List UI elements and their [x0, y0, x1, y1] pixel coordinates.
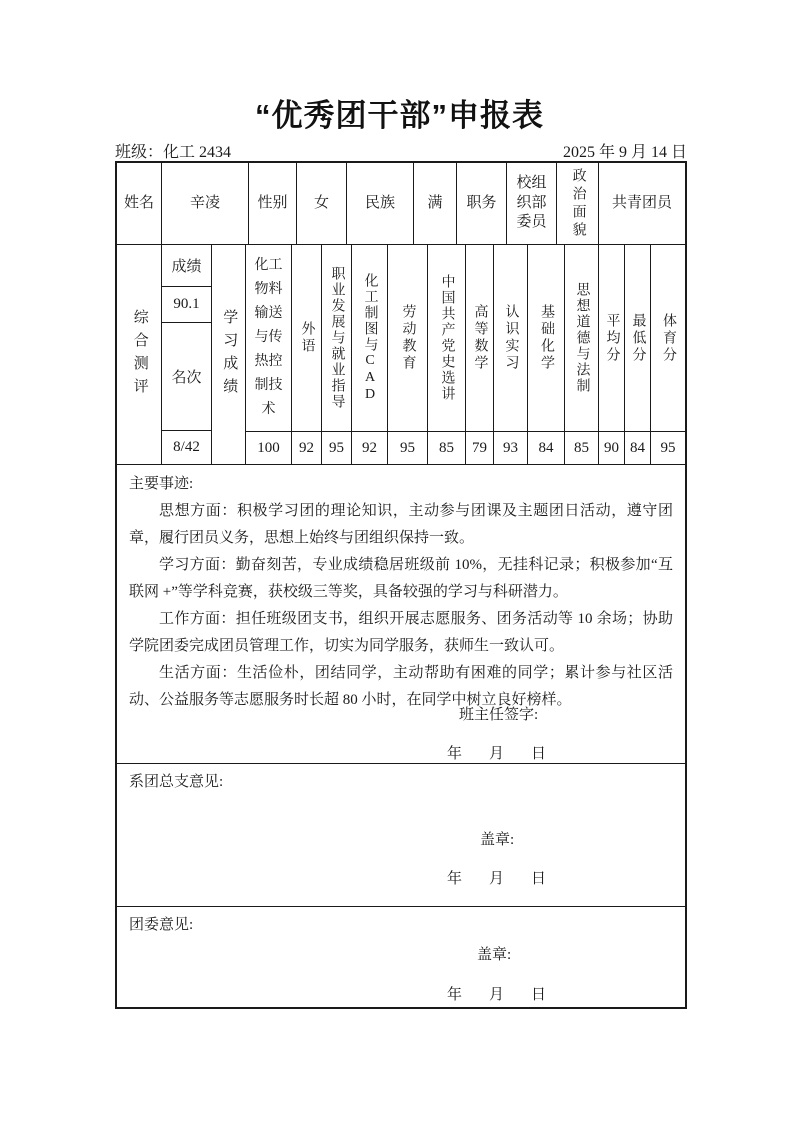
subject-score: 100 — [246, 431, 291, 464]
deeds-paragraph: 生活方面：生活俭朴，团结同学，主动帮助有困难的同学；累计参与社区活动、公益服务等志愿服务时长超 80 小时，在同学中树立良好榜样。 — [129, 665, 673, 708]
subject-name: 化工制图与CAD — [362, 272, 378, 404]
subject-column — [651, 245, 685, 464]
class-field — [115, 139, 231, 162]
subject-name: 最低分 — [630, 312, 646, 364]
subject-column — [494, 245, 528, 464]
year-label: 年 — [447, 746, 463, 762]
subject-score: 84 — [625, 431, 650, 464]
dept-opinion-label: 系团总支意见: — [129, 774, 224, 790]
gender-label: 性别 — [249, 163, 297, 244]
year-label: 年 — [447, 871, 463, 887]
subject-score: 95 — [322, 431, 351, 464]
application-form-table — [115, 161, 687, 1009]
deeds-paragraph: 思想方面：积极学习团的理论知识，主动参与团课及主题团日活动，遵守团章，履行团员义务，思想上始终与团组织保持一致。 — [129, 503, 673, 546]
deeds-title: 主要事迹: — [129, 476, 194, 492]
subject-score: 92 — [352, 431, 387, 464]
month-label: 月 — [489, 746, 505, 762]
subject-name: 高等数学 — [472, 304, 488, 372]
subject-name: 思想道德与法制 — [574, 282, 590, 394]
subject-name: 基础化学 — [539, 304, 554, 372]
day-label: 日 — [531, 746, 547, 762]
score-value: 90.1 — [162, 287, 211, 323]
subject-column — [352, 245, 388, 464]
name-value: 辛凌 — [162, 163, 249, 244]
subject-column — [322, 245, 352, 464]
score-label: 成绩 — [162, 245, 211, 287]
class-label: 班级： — [115, 144, 164, 161]
subject-score: 90 — [599, 431, 624, 464]
main-deeds-section — [117, 464, 685, 763]
name-label: 姓名 — [117, 163, 162, 244]
subject-column — [528, 245, 565, 464]
deeds-paragraph: 工作方面：担任班级团支书，组织开展志愿服务、团务活动等 10 余场；协助学院团委完成团员管理工作，切实为同学服务，获师生一致认可。 — [129, 611, 673, 654]
evaluation-row — [117, 244, 685, 464]
subject-column — [246, 245, 292, 464]
position-label: 职务 — [457, 163, 507, 244]
subject-column — [428, 245, 466, 464]
seal-label: 盖章: — [480, 832, 515, 848]
day-label: 日 — [531, 987, 547, 1003]
subject-name: 平均分 — [604, 312, 620, 364]
league-committee-opinion-section — [117, 906, 685, 1007]
political-status-label: 政治面貌 — [557, 163, 599, 244]
subject-score: 79 — [466, 431, 493, 464]
deeds-paragraph: 学习方面：勤奋刻苦，专业成绩稳居班级前 10%，无挂科记录；积极参加“互联网 +”等学科竞赛，获校级三等奖，具备较强的学习与科研潜力。 — [129, 557, 673, 600]
date-fill-line — [447, 742, 546, 763]
political-status-value: 共青团员 — [611, 194, 672, 211]
subject-score: 95 — [388, 431, 427, 464]
subject-column — [388, 245, 428, 464]
form-date: 2025 年 9 月 14 日 — [562, 144, 687, 161]
month-label: 月 — [489, 871, 505, 887]
month-label: 月 — [489, 987, 505, 1003]
subject-column — [466, 245, 494, 464]
subject-column — [625, 245, 651, 464]
evaluation-section-label: 综合测评 — [117, 245, 162, 464]
subject-name: 认识实习 — [503, 304, 519, 372]
subject-column — [565, 245, 599, 464]
evaluation-score-rank-column — [162, 245, 212, 464]
subject-column — [292, 245, 322, 464]
study-score-label: 学习成绩 — [212, 245, 246, 464]
subject-column — [599, 245, 625, 464]
personal-info-row — [117, 163, 685, 244]
subject-name: 体育分 — [661, 312, 676, 364]
rank-value: 8/42 — [173, 439, 200, 455]
year-label: 年 — [447, 987, 463, 1003]
ethnicity-value: 满 — [414, 163, 457, 244]
subject-score: 92 — [292, 431, 321, 464]
subject-score: 85 — [428, 431, 465, 464]
form-title: “优秀团干部”申报表 — [255, 98, 544, 133]
subject-name: 化工物料输送与传热控制技术 — [254, 258, 283, 417]
date-fill-line — [447, 867, 546, 888]
subject-name: 职业发展与就业指导 — [329, 266, 345, 410]
rank-label: 名次 — [162, 323, 211, 431]
subject-score: 93 — [494, 431, 527, 464]
subject-score: 95 — [651, 431, 685, 464]
form-meta-line — [115, 139, 687, 162]
subject-name: 中国共产党史选讲 — [439, 274, 455, 402]
position-value: 校组织部委员 — [507, 163, 557, 244]
teacher-signature-label: 班主任签字: — [459, 707, 539, 723]
subject-score: 85 — [565, 431, 598, 464]
seal-label: 盖章: — [477, 947, 512, 963]
committee-opinion-label: 团委意见: — [129, 917, 194, 933]
subject-name: 外语 — [299, 321, 315, 355]
subject-score: 84 — [528, 431, 564, 464]
class-value: 化工 2434 — [163, 144, 232, 161]
dept-league-opinion-section — [117, 763, 685, 906]
gender-value: 女 — [297, 163, 347, 244]
date-fill-line — [447, 983, 546, 1004]
ethnicity-label: 民族 — [347, 163, 414, 244]
day-label: 日 — [531, 871, 547, 887]
subject-name: 劳动教育 — [400, 304, 416, 372]
